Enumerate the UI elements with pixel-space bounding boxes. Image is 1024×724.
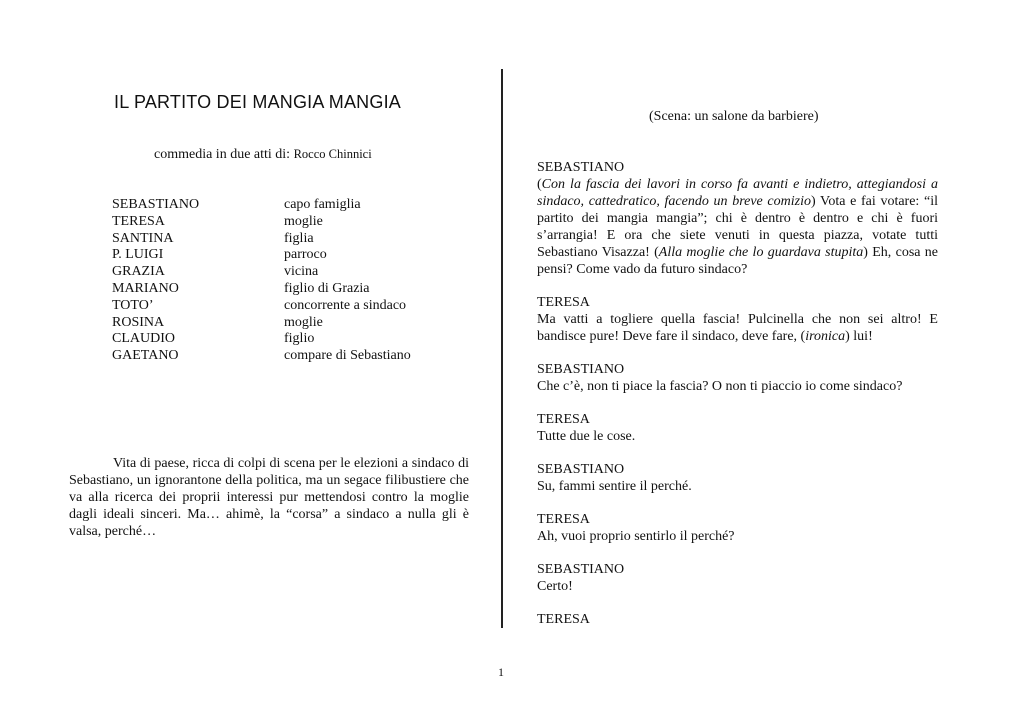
cast-role: figlio di Grazia xyxy=(284,280,370,296)
play-subtitle xyxy=(154,147,372,163)
dialogue-block xyxy=(537,611,938,628)
dialogue-line xyxy=(537,378,938,395)
cast-row xyxy=(112,331,472,348)
cast-row xyxy=(112,214,472,231)
cast-name: SEBASTIANO xyxy=(112,197,200,212)
play-title: IL PARTITO DEI MANGIA MANGIA xyxy=(114,92,401,112)
stage-direction: ironica xyxy=(805,329,846,344)
cast-role: figlio xyxy=(284,331,315,347)
speaker-name: SEBASTIANO xyxy=(537,160,625,175)
page-number: 1 xyxy=(498,665,504,679)
cast-list xyxy=(112,197,472,365)
dialogue-block xyxy=(537,361,938,395)
cast-role: compare di Sebastiano xyxy=(284,348,411,364)
cast-row xyxy=(112,247,472,264)
stage-direction: Con la fascia dei lavori in corso fa avanti e indietro, attegiandosi a sindaco, cattedratico, facendo un breve comizio xyxy=(537,177,938,209)
cast-role: capo famiglia xyxy=(284,197,361,212)
dialogue-block xyxy=(537,411,938,445)
cast-role: moglie xyxy=(284,213,323,229)
dialogue-block xyxy=(537,561,938,595)
dialogue-line xyxy=(537,528,938,545)
cast-row xyxy=(112,281,472,298)
cast-row xyxy=(112,315,472,332)
cast-name: SANTINA xyxy=(112,230,174,246)
cast-name: MARIANO xyxy=(112,280,179,296)
cast-row xyxy=(112,197,472,214)
subtitle-text: commedia in due atti di: xyxy=(154,147,294,162)
spoken-text: Certo! xyxy=(537,579,573,594)
spoken-text: ( xyxy=(537,177,542,192)
spoken-text: Tutte due le cose. xyxy=(537,429,636,444)
speaker-name: SEBASTIANO xyxy=(537,362,625,377)
dialogue-block xyxy=(537,511,938,545)
stage-direction: Alla moglie che lo guardava stupita xyxy=(658,245,864,260)
speaker-name: TERESA xyxy=(537,512,590,527)
cast-name: CLAUDIO xyxy=(112,331,175,347)
cast-row xyxy=(112,231,472,248)
dialogue-line xyxy=(537,311,938,345)
speaker-name: TERESA xyxy=(537,612,590,627)
speaker-name: TERESA xyxy=(537,412,590,427)
scene-description: (Scena: un salone da barbiere) xyxy=(649,109,819,124)
cast-row xyxy=(112,298,472,315)
cast-name: TOTO’ xyxy=(112,297,154,313)
spoken-text: ) lui! xyxy=(845,329,873,344)
spoken-text: Su, fammi sentire il perché. xyxy=(537,479,692,494)
cast-name: GAETANO xyxy=(112,348,179,364)
cast-name: GRAZIA xyxy=(112,264,165,280)
cast-role: parroco xyxy=(284,247,327,263)
dialogue-block xyxy=(537,461,938,495)
dialogue-block xyxy=(537,294,938,345)
dialogue-line xyxy=(537,428,938,445)
column-divider xyxy=(501,69,503,628)
speaker-name: TERESA xyxy=(537,295,590,310)
cast-role: moglie xyxy=(284,314,323,330)
cast-role: vicina xyxy=(284,264,319,280)
cast-role: concorrente a sindaco xyxy=(284,297,407,313)
dialogue-script xyxy=(537,159,938,644)
dialogue-line xyxy=(537,578,938,595)
speaker-name: SEBASTIANO xyxy=(537,562,625,577)
author-name: Rocco Chinnici xyxy=(293,147,372,161)
cast-name: ROSINA xyxy=(112,314,165,330)
dialogue-line xyxy=(537,478,938,495)
cast-role: figlia xyxy=(284,230,314,246)
cast-name: P. LUIGI xyxy=(112,247,164,263)
dialogue-block xyxy=(537,159,938,278)
cast-name: TERESA xyxy=(112,213,165,229)
play-summary: Vita di paese, ricca di colpi di scena per le elezioni a sindaco di Sebastiano, un ignorantone della politica, ma un segace filibustiere che va alla ricerca dei proprii interessi pur mettendosi contro la moglie dagli ideali sinceri. Ma… ahimè, la “corsa” a sindaco a nulla gli è valsa, perché… xyxy=(69,456,469,539)
spoken-text: ) Vota e fai votare: “il partito dei mangia mangia”; chi è dentro è dentro e chi è fuori s’arrangia! E ora che siete venuti in questa piazza, votate tutti Sebastiano Visazza! ( xyxy=(537,194,938,260)
spoken-text: ) Eh, cosa ne pensi? Come vado da futuro sindaco? xyxy=(537,245,938,277)
cast-row xyxy=(112,348,472,365)
spoken-text: Ma vatti a togliere quella fascia! Pulcinella che non sei altro! E bandisce pure! Deve fare il sindaco, deve fare, ( xyxy=(537,312,938,344)
speaker-name: SEBASTIANO xyxy=(537,462,625,477)
dialogue-line xyxy=(537,176,938,278)
spoken-text: Che c’è, non ti piace la fascia? O non ti piaccio io come sindaco? xyxy=(537,379,903,394)
spoken-text: Ah, vuoi proprio sentirlo il perché? xyxy=(537,529,735,544)
cast-row xyxy=(112,264,472,281)
